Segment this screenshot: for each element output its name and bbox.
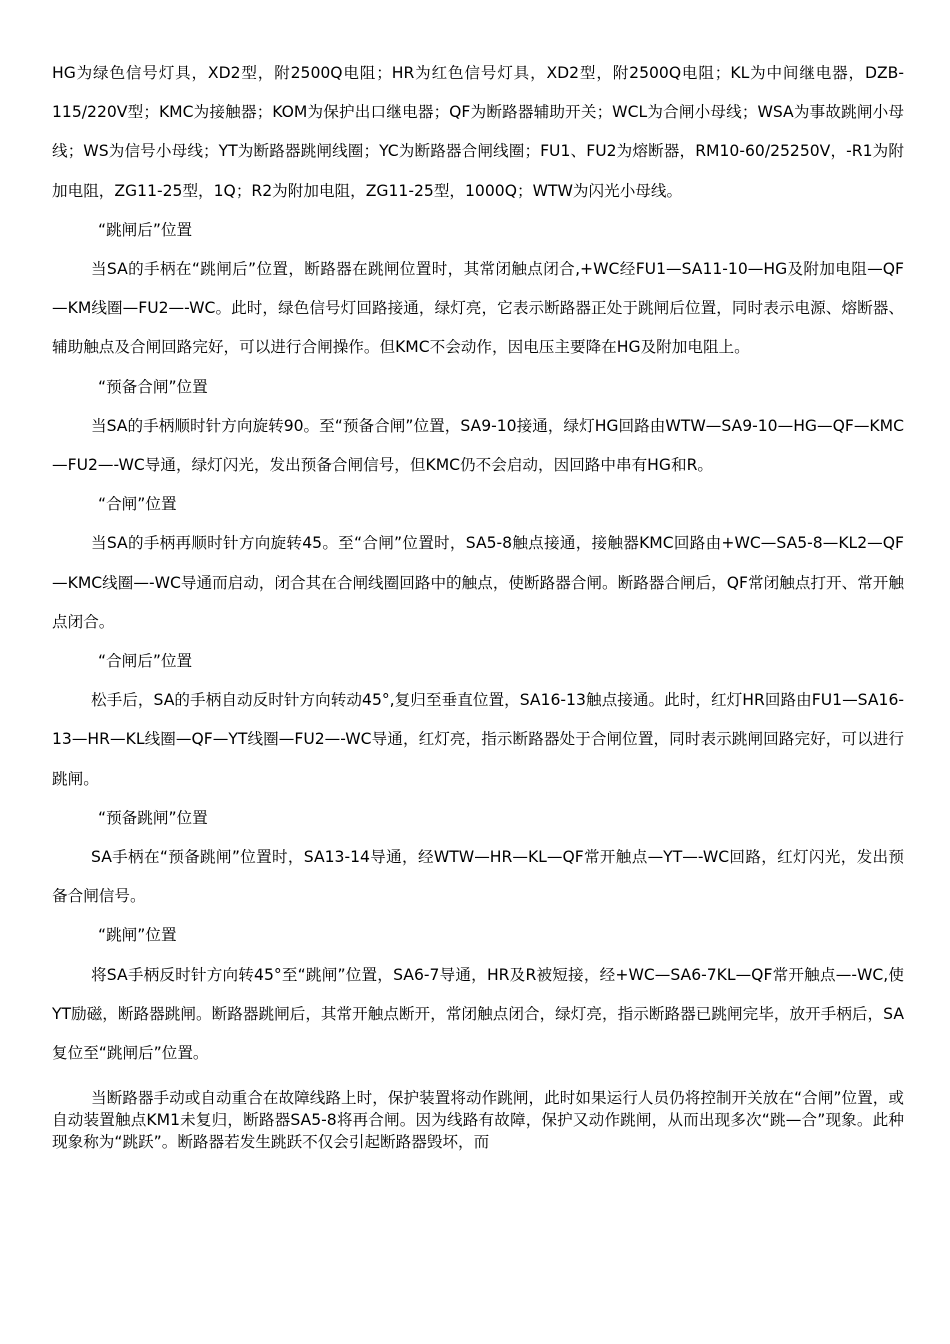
section-heading: “跳闸后”位置: [98, 220, 193, 239]
section-paragraph: 当SA的手柄再顺时针方向旋转45。至“合闸”位置时，SA5-8触点接通，接触器KMC回路由+WC—SA5-8—KL2—QF—KMC线圈—-WC导通而启动，闭合其在合闸线圈回路中的触点，使断路器合闸。断路器合闸后，QF常闭触点打开、常开触点闭合。: [52, 534, 904, 631]
section-paragraph: 将SA手柄反时针方向转45°至“跳闸”位置，SA6-7导通，HR及R被短接，经+WC—SA6-7KL—QF常开触点—-WC,使YT励磁，断路器跳闸。断路器跳闸后，其常开触点断开，常闭触点闭合，绿灯亮，指示断路器已跳闸完毕，放开手柄后，SA复位至“跳闸后”位置。: [52, 965, 904, 1063]
section-paragraph: 当SA的手柄在“跳闸后”位置，断路器在跳闸位置时，其常闭触点闭合,+WC经FU1—SA11-10—HG及附加电阻—QF—KM线圈—FU2—-WC。此时，绿色信号灯回路接通，绿灯亮，它表示断路器正处于跳闸后位置，同时表示电源、熔断器、辅助触点及合闸回路完好，可以进行合闸操作。但KMC不会动作，因电压主要降在HG及附加电阻上。: [52, 260, 904, 357]
closing-paragraph: 当断路器手动或自动重合在故障线路上时，保护装置将动作跳闸，此时如果运行人员仍将控制开关放在“合闸”位置，或自动装置触点KM1未复归，断路器SA5-8将再合闸。因为线路有故障，保护又动作跳闸，从而出现多次“跳—合”现象。此种现象称为“跳跃”。断路器若发生跳跃不仅会引起断路器毁坏，而: [52, 1089, 904, 1152]
section-heading: “预备合闸”位置: [98, 377, 208, 396]
document-body: [52, 54, 904, 1153]
section-heading: “预备跳闸”位置: [98, 808, 208, 827]
section-heading: “跳闸”位置: [98, 926, 177, 945]
section-paragraph: 当SA的手柄顺时针方向旋转90。至“预备合闸”位置，SA9-10接通，绿灯HG回路由WTW—SA9-10—HG—QF—KMC—FU2—-WC导通，绿灯闪光，发出预备合闸信号，但KMC仍不会启动，因回路中串有HG和R。: [52, 416, 904, 475]
section-heading: “合闸后”位置: [98, 652, 193, 671]
intro-paragraph: HG为绿色信号灯具，XD2型，附2500Q电阻；HR为红色信号灯具，XD2型，附2500Q电阻；KL为中间继电器，DZB-115/220V型；KMC为接触器；KOM为保护出口继电器；QF为断路器辅助开关；WCL为合闸小母线；WSA为事故跳闸小母线；WS为信号小母线；YT为断路器跳闸线圈；YC为断路器合闸线圈；FU1、FU2为熔断器，RM10-60/25250V，-R1为附加电阻，ZG11-25型，1Q；R2为附加电阻，ZG11-25型，1000Q；WTW为闪光小母线。: [52, 64, 904, 200]
section-heading: “合闸”位置: [98, 495, 177, 514]
section-paragraph: SA手柄在“预备跳闸”位置时，SA13-14导通，经WTW—HR—KL—QF常开触点—YT—-WC回路，红灯闪光，发出预备合闸信号。: [52, 848, 904, 906]
section-paragraph: 松手后，SA的手柄自动反时针方向转动45°,复归至垂直位置，SA16-13触点接通。此时，红灯HR回路由FU1—SA16-13—HR—KL线圈—QF—YT线圈—FU2—-WC导通，红灯亮，指示断路器处于合闸位置，同时表示跳闸回路完好，可以进行跳闸。: [52, 691, 904, 788]
